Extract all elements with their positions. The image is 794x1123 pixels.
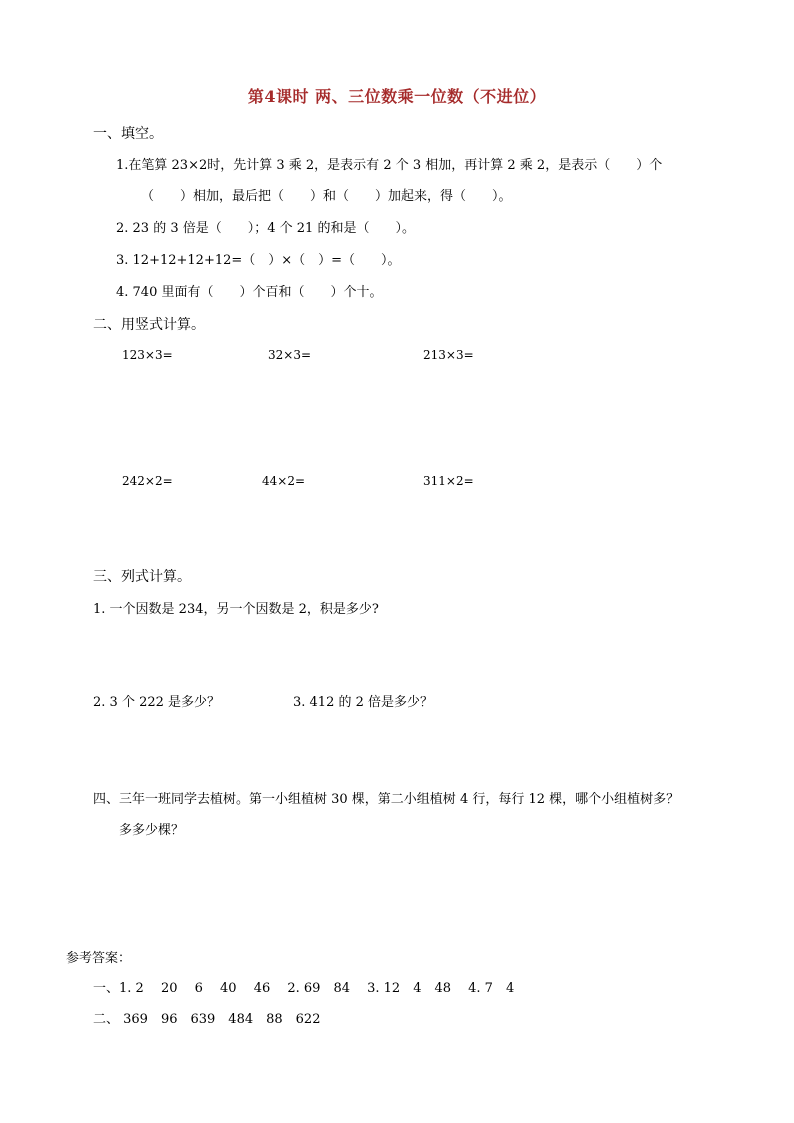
section-1-heading: 一、填空。 [93,126,163,142]
vertical-calc-item: 32×3= [268,348,312,362]
vertical-calc-item: 123×3= [122,348,173,362]
vertical-calc-item: 242×2= [122,474,173,488]
word-problem-line-2: 多多少棵？ [119,823,185,838]
section-3-heading: 三、列式计算。 [93,569,191,585]
expression-question-3: 3. 412 的 2 倍是多少？ [293,695,434,710]
answer-key-line-1: 一、1. 2 20 6 40 46 2. 69 84 3. 12 4 48 4. 7 4 [93,981,515,996]
fill-question-4: 4. 740 里面有（ ）个百和（ ）个十。 [116,285,383,300]
fill-question-3: 3. 12+12+12+12=（ ）×（ ）=（ ）。 [116,253,401,268]
vertical-calc-item: 44×2= [262,474,306,488]
fill-question-2: 2. 23 的 3 倍是（ ）；4 个 21 的和是（ ）。 [116,221,415,236]
answer-key-heading: 参考答案： [66,951,132,966]
section-2-heading: 二、用竖式计算。 [93,317,205,333]
fill-question-1-line-2: （ ）相加，最后把（ ）和（ ）加起来，得（ ）。 [141,189,512,204]
vertical-calc-item: 311×2= [423,474,474,488]
page-title: 第4课时 两、三位数乘一位数（不进位） [247,87,547,106]
expression-question-2: 2. 3 个 222 是多少？ [93,695,221,710]
word-problem-line-1: 四、三年一班同学去植树。第一小组植树 30 棵，第二小组植树 4 行，每行 12 棵，哪个小组植树多？ [93,792,680,807]
answer-key-line-2: 二、 369 96 639 484 88 622 [93,1012,321,1027]
expression-question-1: 1. 一个因数是 234，另一个因数是 2，积是多少? [93,602,379,617]
fill-question-1-line-1: 1.在笔算 23×2时，先计算 3 乘 2，是表示有 2 个 3 相加，再计算 2 乘 2，是表示（ ）个 [116,158,663,173]
vertical-calc-item: 213×3= [423,348,474,362]
